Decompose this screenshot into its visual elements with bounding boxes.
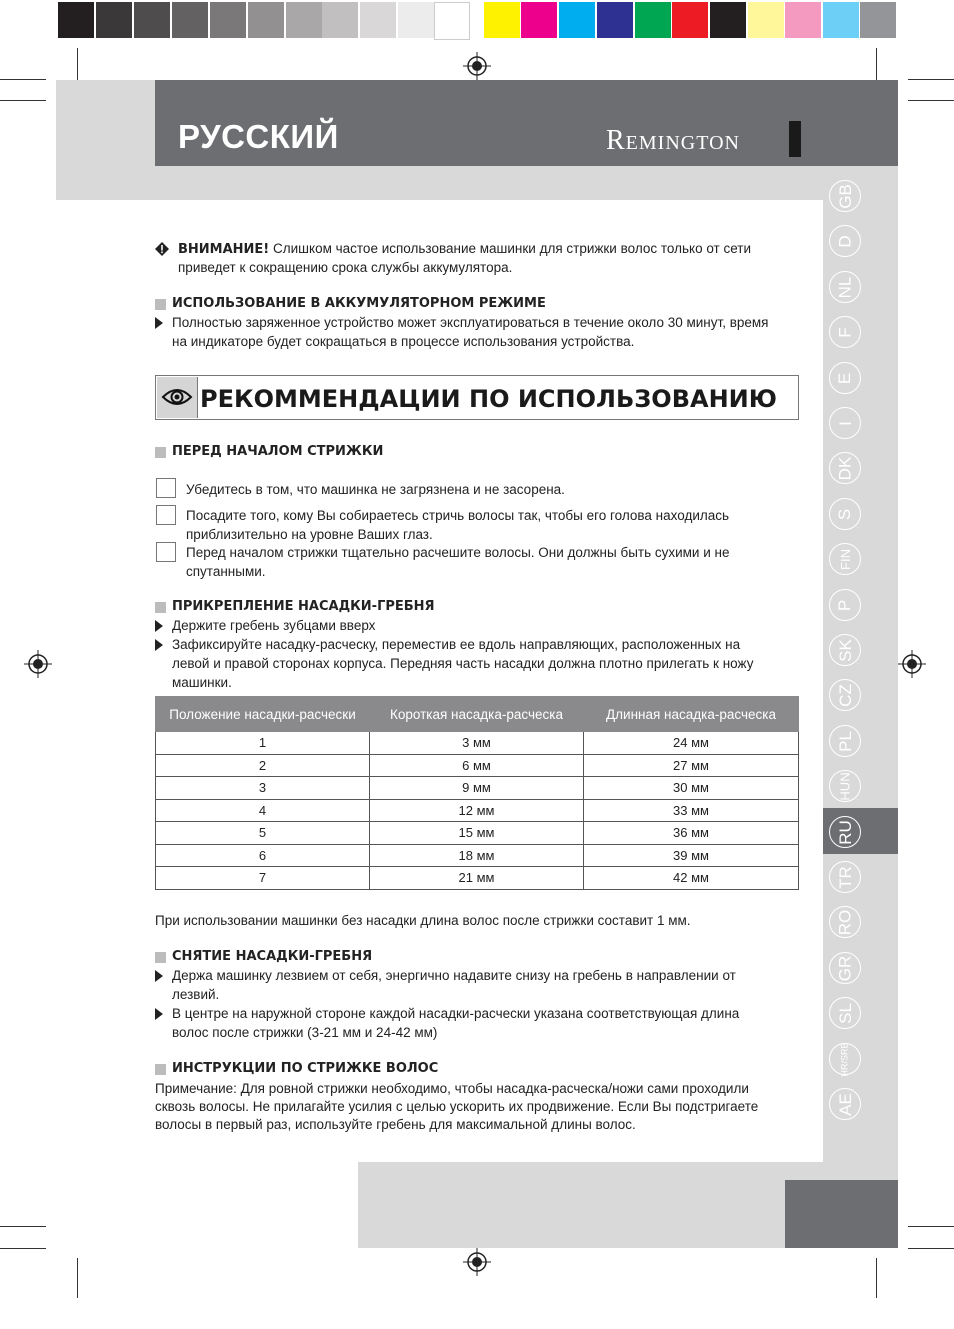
table-cell: 39 мм bbox=[584, 844, 799, 867]
registration-target-icon bbox=[898, 650, 926, 678]
color-swatch bbox=[58, 2, 94, 38]
eye-icon-box bbox=[157, 377, 198, 418]
table-cell: 3 bbox=[156, 777, 370, 800]
remove-item-1-line-1: Держа машинку лезвием от себя, энергично надавите снизу на гребень в направлении от bbox=[172, 968, 736, 983]
language-tab-s[interactable] bbox=[829, 498, 861, 530]
section-marker bbox=[155, 602, 166, 613]
table-cell: 6 мм bbox=[370, 754, 584, 777]
table-cell: 33 мм bbox=[584, 799, 799, 822]
language-tab-ru[interactable] bbox=[829, 816, 861, 848]
language-tab-hr-srb[interactable] bbox=[829, 1043, 861, 1075]
crop-mark bbox=[908, 1248, 954, 1249]
color-swatch bbox=[286, 2, 322, 38]
page-title: РУССКИЙ bbox=[178, 118, 339, 155]
color-swatch bbox=[748, 2, 784, 38]
comb-length-table bbox=[155, 696, 799, 890]
registration-target-icon bbox=[24, 650, 52, 678]
language-tab-pl[interactable] bbox=[829, 725, 861, 757]
no-comb-note: При использовании машинки без насадки длина волос после стрижки составит 1 мм. bbox=[155, 913, 691, 928]
language-tab-sk[interactable] bbox=[829, 634, 861, 666]
table-header-position: Положение насадки-расчески bbox=[156, 697, 370, 732]
language-tab-label: PL bbox=[835, 730, 855, 752]
before-item-1: Убедитесь в том, что машинка не загрязнена и не засорена. bbox=[186, 482, 565, 497]
checkbox bbox=[156, 478, 176, 498]
language-tab-label: NL bbox=[835, 276, 855, 298]
section-marker bbox=[155, 299, 166, 310]
table-cell: 36 мм bbox=[584, 822, 799, 845]
page-footer-area bbox=[56, 1162, 358, 1248]
attach-item-2-line-2: левой и правой сторонах корпуса. Передняя часть насадки должна плотно прилегать к ножу bbox=[172, 656, 754, 671]
crop-mark bbox=[908, 100, 954, 101]
eye-icon bbox=[157, 377, 197, 418]
language-tab-gb[interactable] bbox=[829, 180, 861, 212]
attach-heading: ПРИКРЕПЛЕНИЕ НАСАДКИ-ГРЕБНЯ bbox=[172, 599, 435, 614]
language-tab-label: DK bbox=[835, 456, 855, 480]
bullet-arrow-icon bbox=[155, 1008, 163, 1020]
color-swatch bbox=[635, 2, 671, 38]
attach-item-2-line-3: машинки. bbox=[172, 675, 232, 690]
table-cell: 1 bbox=[156, 732, 370, 755]
color-swatch bbox=[672, 2, 708, 38]
remove-item-2-line-2: волос после стрижки (3-21 мм и 24-42 мм) bbox=[172, 1025, 438, 1040]
crop-mark bbox=[876, 1258, 877, 1298]
language-tab-label: AE bbox=[835, 1092, 855, 1116]
table-cell: 42 мм bbox=[584, 867, 799, 890]
instructions-line-2: сквозь волосы. Не прилагайте усилия с целью ускорить их продвижение. Если Вы подстригаете bbox=[155, 1099, 759, 1114]
warning-text: Слишком частое использование машинки для стрижки волос только от сети bbox=[273, 241, 752, 256]
table-cell: 6 bbox=[156, 844, 370, 867]
color-swatch bbox=[134, 2, 170, 38]
remove-item-1-line-2: лезвий. bbox=[172, 987, 220, 1002]
table-cell: 15 мм bbox=[370, 822, 584, 845]
instructions-line-1: Примечание: Для ровной стрижки необходимо, чтобы насадка-расческа/ножи сами проходили bbox=[155, 1081, 749, 1096]
section-marker bbox=[155, 952, 166, 963]
crop-mark bbox=[0, 79, 46, 80]
section-marker bbox=[155, 1064, 166, 1075]
table-row bbox=[156, 822, 799, 845]
crop-mark bbox=[0, 1248, 46, 1249]
before-item-2-line-2: приблизительно на уровне Ваших глаз. bbox=[186, 527, 433, 542]
bullet-arrow-icon bbox=[155, 639, 163, 651]
color-swatch bbox=[210, 2, 246, 38]
table-cell: 21 мм bbox=[370, 867, 584, 890]
language-tab-p[interactable] bbox=[829, 589, 861, 621]
language-tab-fin[interactable] bbox=[829, 543, 861, 575]
language-tab-label: RO bbox=[835, 909, 855, 935]
table-row bbox=[156, 754, 799, 777]
registration-target-icon bbox=[463, 1248, 491, 1276]
table-cell: 2 bbox=[156, 754, 370, 777]
warning-icon bbox=[155, 242, 169, 256]
language-tab-hun[interactable] bbox=[829, 770, 861, 802]
color-swatch bbox=[710, 2, 746, 38]
crop-mark bbox=[0, 100, 46, 101]
brand-logo: Remington bbox=[606, 125, 740, 156]
registration-target-icon bbox=[463, 52, 491, 80]
table-header-long: Длинная насадка-расческа bbox=[584, 697, 799, 732]
table-row bbox=[156, 732, 799, 755]
section-marker bbox=[155, 447, 166, 458]
warning-label: ВНИМАНИЕ! bbox=[178, 242, 270, 257]
instructions-heading: ИНСТРУКЦИИ ПО СТРИЖКЕ ВОЛОС bbox=[172, 1061, 439, 1076]
table-cell: 30 мм bbox=[584, 777, 799, 800]
language-tab-nl[interactable] bbox=[829, 271, 861, 303]
language-tab-label: F bbox=[835, 326, 855, 338]
table-row bbox=[156, 799, 799, 822]
color-swatch bbox=[559, 2, 595, 38]
table-cell: 24 мм bbox=[584, 732, 799, 755]
before-item-2-line-1: Посадите того, кому Вы собираетесь стричь волосы так, чтобы его голова находилась bbox=[186, 508, 730, 523]
language-tab-f[interactable] bbox=[829, 316, 861, 348]
table-row bbox=[156, 777, 799, 800]
color-swatch bbox=[248, 2, 284, 38]
crop-mark bbox=[908, 1226, 954, 1227]
language-tab-label: GB bbox=[835, 183, 855, 209]
language-tab-tr[interactable] bbox=[829, 861, 861, 893]
language-tab-gr[interactable] bbox=[829, 952, 861, 984]
before-item-3-line-2: спутанными. bbox=[186, 564, 266, 579]
table-header-short: Короткая насадка-расческа bbox=[370, 697, 584, 732]
color-swatch bbox=[597, 2, 633, 38]
table-cell: 9 мм bbox=[370, 777, 584, 800]
language-tab-e[interactable] bbox=[829, 362, 861, 394]
language-tab-dk[interactable] bbox=[829, 452, 861, 484]
language-tab-label: FIN bbox=[837, 548, 853, 570]
warning-line-2: приведет к сокращению срока службы аккумулятора. bbox=[178, 260, 513, 275]
table-cell: 5 bbox=[156, 822, 370, 845]
color-swatch bbox=[360, 2, 396, 38]
table-cell: 7 bbox=[156, 867, 370, 890]
table-cell: 27 мм bbox=[584, 754, 799, 777]
language-tab-sl[interactable] bbox=[829, 997, 861, 1029]
bullet-arrow-icon bbox=[155, 970, 163, 982]
language-tab-label: RU bbox=[835, 819, 855, 845]
battery-heading: ИСПОЛЬЗОВАНИЕ В АККУМУЛЯТОРНОМ РЕЖИМЕ bbox=[172, 296, 546, 311]
language-tab-label: P bbox=[835, 599, 855, 611]
table-cell: 4 bbox=[156, 799, 370, 822]
attach-item-1: Держите гребень зубцами вверх bbox=[172, 618, 376, 633]
page-corner-block bbox=[785, 1180, 898, 1248]
table-cell: 18 мм bbox=[370, 844, 584, 867]
language-tab-ae[interactable] bbox=[829, 1088, 861, 1120]
table-row bbox=[156, 867, 799, 890]
crop-mark bbox=[77, 1258, 78, 1298]
language-tab-label: CZ bbox=[835, 683, 855, 707]
language-tab-i[interactable] bbox=[829, 407, 861, 439]
crop-mark bbox=[0, 1226, 46, 1227]
battery-text-1: Полностью заряженное устройство может эксплуатироваться в течение около 30 минут, время bbox=[172, 315, 769, 330]
table-cell: 12 мм bbox=[370, 799, 584, 822]
table-row bbox=[156, 844, 799, 867]
before-heading: ПЕРЕД НАЧАЛОМ СТРИЖКИ bbox=[172, 444, 384, 459]
language-tab-label: S bbox=[835, 508, 855, 520]
warning-line-1 bbox=[178, 240, 751, 260]
color-swatch bbox=[823, 2, 859, 38]
bullet-arrow-icon bbox=[155, 620, 163, 632]
language-tab-label: I bbox=[835, 420, 855, 426]
color-swatch bbox=[860, 2, 896, 38]
color-swatch bbox=[484, 2, 520, 38]
language-tab-label: SL bbox=[835, 1002, 855, 1024]
language-tab-label: HUN bbox=[837, 771, 853, 801]
language-tab-label: SK bbox=[835, 638, 855, 662]
color-swatch bbox=[521, 2, 557, 38]
table-header-row bbox=[156, 697, 799, 732]
language-tab-label: GR bbox=[835, 955, 855, 981]
checkbox bbox=[156, 542, 176, 562]
brand-bar bbox=[789, 121, 801, 157]
color-swatch bbox=[785, 2, 821, 38]
color-swatch bbox=[398, 2, 434, 38]
recommend-title: РЕКОММЕНДАЦИИ ПО ИСПОЛЬЗОВАНИЮ bbox=[200, 385, 777, 413]
crop-mark bbox=[908, 79, 954, 80]
checkbox bbox=[156, 505, 176, 525]
language-tab-label: D bbox=[835, 234, 855, 248]
color-swatch bbox=[434, 2, 470, 40]
battery-text-2: на индикаторе будет сокращаться в процессе использования устройства. bbox=[172, 334, 635, 349]
color-swatch bbox=[172, 2, 208, 38]
language-tab-d[interactable] bbox=[829, 225, 861, 257]
language-tab-label: TR bbox=[835, 865, 855, 889]
attach-item-2-line-1: Зафиксируйте насадку-расческу, переместив ее вдоль направляющих, расположенных на bbox=[172, 637, 741, 652]
language-tab-ro[interactable] bbox=[829, 906, 861, 938]
color-swatch bbox=[322, 2, 358, 38]
instructions-line-3: волосы в первый раз, используйте гребень для максимальной длины волос. bbox=[155, 1117, 636, 1132]
language-tab-cz[interactable] bbox=[829, 679, 861, 711]
bullet-arrow-icon bbox=[155, 317, 163, 329]
before-item-3-line-1: Перед началом стрижки тщательно расчешите волосы. Они должны быть сухими и не bbox=[186, 545, 730, 560]
table-cell: 3 мм bbox=[370, 732, 584, 755]
language-tab-label: E bbox=[835, 372, 855, 384]
language-tab-label: HR/SRB bbox=[839, 1041, 850, 1077]
color-swatch bbox=[96, 2, 132, 38]
remove-item-2-line-1: В центре на наружной стороне каждой насадки-расчески указана соответствующая длина bbox=[172, 1006, 740, 1021]
remove-heading: СНЯТИЕ НАСАДКИ-ГРЕБНЯ bbox=[172, 949, 373, 964]
